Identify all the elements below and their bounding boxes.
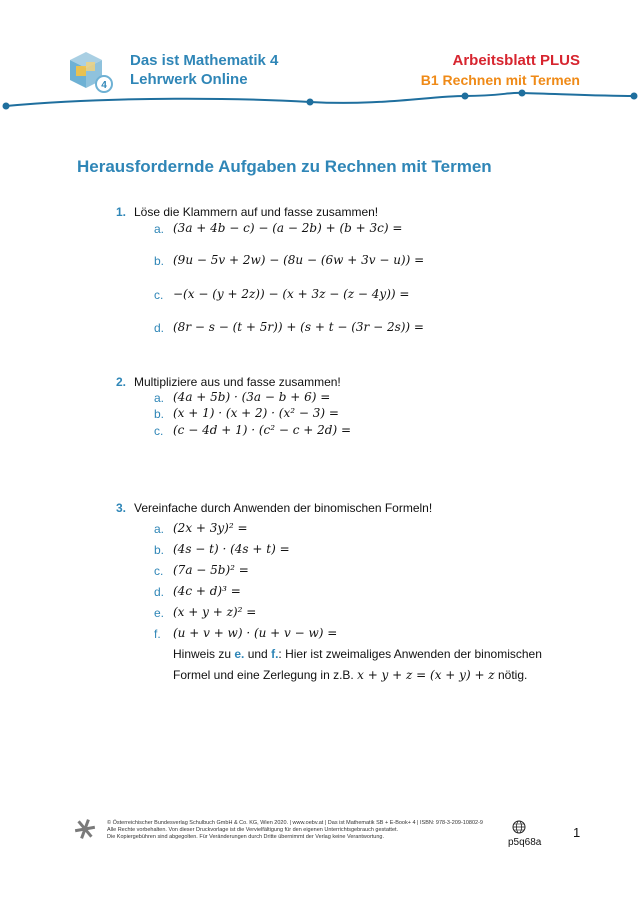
hint-ref-f: f. — [271, 647, 279, 661]
task-3d-letter: d. — [154, 585, 165, 599]
task-3e-letter: e. — [154, 606, 165, 620]
task-3e-expression: (x + y + z)² = — [173, 605, 257, 619]
task-3b-expression: (4s − t) · (4s + t) = — [173, 542, 290, 556]
hint-rest: : Hier ist zweimaliges Anwenden der binomischen — [278, 647, 542, 661]
task-2c-letter: c. — [154, 424, 164, 438]
task-2-number: 2. — [116, 375, 127, 389]
page-number: 1 — [573, 825, 581, 840]
header-wave-divider — [0, 84, 640, 114]
task-3b-letter: b. — [154, 543, 165, 557]
task-3-number: 3. — [116, 501, 127, 515]
task-2a-expression: (4a + 5b) · (3a − b + 6) = — [173, 390, 331, 404]
task-1-instruction: Löse die Klammern auf und fasse zusammen! — [134, 205, 379, 219]
hint-line2-prefix: Formel und eine Zerlegung in z.B. — [173, 668, 358, 682]
brand-subtitle: Lehrwerk Online — [130, 71, 248, 88]
task-1b-letter: b. — [154, 254, 165, 268]
task-3a-expression: (2x + 3y)² = — [173, 521, 248, 535]
task-1a-letter: a. — [154, 222, 165, 236]
task-2a-letter: a. — [154, 391, 165, 405]
task-3f-letter: f. — [154, 627, 161, 641]
page-title: Herausfordernde Aufgaben zu Rechnen mit Termen — [77, 157, 492, 176]
online-code[interactable]: p5q68a — [508, 837, 542, 848]
hint-prefix: Hinweis zu — [173, 647, 235, 661]
copyright-line-2: Alle Rechte vorbehalten. Von dieser Druckvorlage ist die Vervielfältigung für den eigenen Unterrichtsgebrauch gestattet. — [107, 827, 399, 833]
task-1c-letter: c. — [154, 288, 164, 302]
task-3d-expression: (4c + d)³ = — [173, 584, 241, 598]
hint-line2-math: x + y + z = (x + y) + z — [357, 668, 495, 682]
hint-ref-e: e. — [234, 647, 245, 661]
sheet-topic: B1 Rechnen mit Termen — [420, 72, 580, 88]
logo-badge: 4 — [101, 80, 107, 91]
hint-mid: und — [244, 647, 272, 661]
task-3a-letter: a. — [154, 522, 165, 536]
hint-line2-suffix: nötig. — [494, 668, 528, 682]
copyright-line-1: © Österreichischer Bundesverlag Schulbuch GmbH & Co. KG, Wien 2020. | www.oebv.at | Das ist Mathematik SB + E-Book+ 4 | ISBN: 978-3-209-10802-9 — [107, 820, 483, 826]
globe-icon — [512, 820, 526, 834]
task-1a-expression: (3a + 4b − c) − (a − 2b) + (b + 3c) = — [173, 221, 403, 235]
task-3-instruction: Vereinfache durch Anwenden der binomischen Formeln! — [134, 501, 433, 515]
task-3f-expression: (u + v + w) · (u + v − w) = — [173, 626, 338, 640]
task-1-number: 1. — [116, 205, 127, 219]
publisher-logo-icon — [74, 818, 96, 840]
task-1b-expression: (9u − 5v + 2w) − (8u − (6w + 3v − u)) = — [173, 253, 425, 267]
brand-title: Das ist Mathematik 4 — [130, 52, 279, 69]
task-1d-letter: d. — [154, 321, 165, 335]
task-3c-letter: c. — [154, 564, 164, 578]
copyright-line-3: Die Kopiergebühren sind abgegolten. Für Veränderungen durch Dritte übernimmt der Verlag keine Verantwortung. — [107, 834, 385, 840]
sheet-type: Arbeitsblatt PLUS — [452, 52, 580, 69]
hint-line-2 — [173, 668, 527, 682]
task-2-instruction: Multipliziere aus und fasse zusammen! — [134, 375, 341, 389]
task-2c-expression: (c − 4d + 1) · (c² − c + 2d) = — [173, 423, 352, 437]
task-2b-expression: (x + 1) · (x + 2) · (x² − 3) = — [173, 406, 339, 420]
hint-line-1 — [173, 647, 542, 661]
task-1d-expression: (8r − s − (t + 5r)) + (s + t − (3r − 2s)) = — [173, 320, 424, 334]
task-3c-expression: (7a − 5b)² = — [173, 563, 249, 577]
task-2b-letter: b. — [154, 407, 165, 421]
copyright-notice — [107, 820, 483, 841]
task-1c-expression: −(x − (y + 2z)) − (x + 3z − (z − 4y)) = — [173, 287, 410, 301]
